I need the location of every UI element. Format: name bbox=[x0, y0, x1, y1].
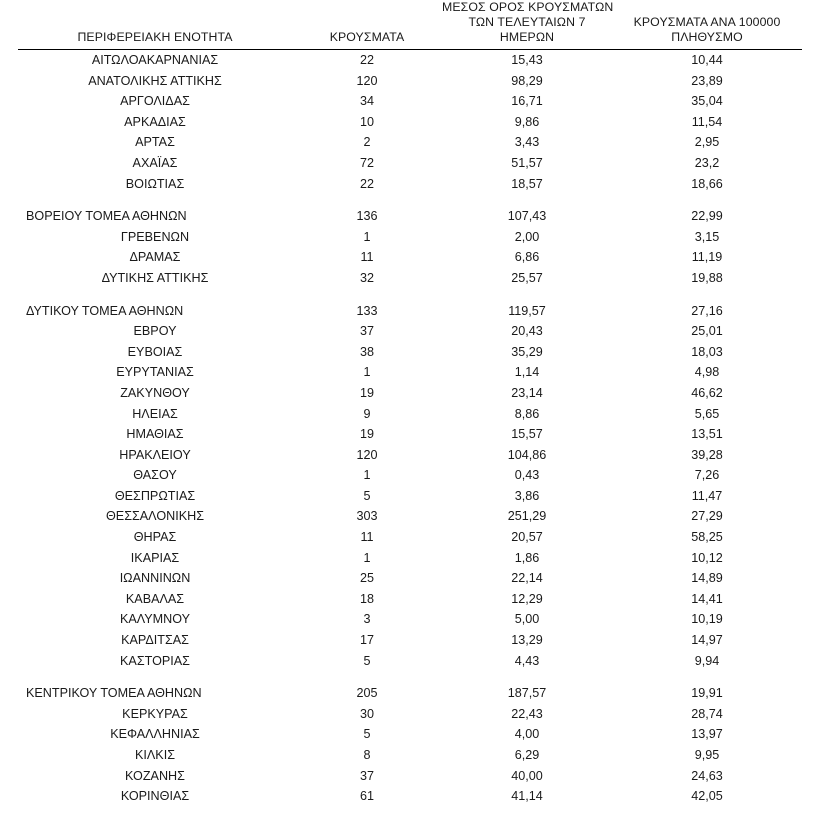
column-header-avg7-lines bbox=[442, 0, 612, 45]
cell-per100k: 10,12 bbox=[691, 550, 723, 565]
cell-region: ΙΩΑΝΝΙΝΩΝ bbox=[119, 571, 191, 586]
cell-avg7: 6,86 bbox=[514, 250, 540, 265]
cell-per100k: 23,2 bbox=[694, 155, 720, 170]
cell-avg7: 15,43 bbox=[511, 53, 543, 67]
header-line: ΚΡΟΥΣΜΑΤΑ ΑΝΑ 100000 bbox=[633, 15, 781, 29]
cell-cases: 72 bbox=[359, 155, 374, 170]
cell-avg7: 16,71 bbox=[511, 94, 543, 109]
cell-cases: 37 bbox=[359, 768, 374, 783]
cell-per100k: 4,98 bbox=[694, 365, 720, 380]
table-row bbox=[18, 589, 802, 610]
cell-cases: 34 bbox=[359, 94, 374, 109]
cell-per100k: 42,05 bbox=[691, 789, 723, 804]
cell-cases: 1 bbox=[363, 468, 371, 483]
table-row bbox=[18, 424, 802, 445]
cell-cases: 136 bbox=[356, 209, 378, 224]
cell-region: ΑΡΓΟΛΙΔΑΣ bbox=[120, 94, 190, 109]
spacer-cell bbox=[18, 194, 802, 206]
table-row bbox=[18, 91, 802, 112]
cell-cases: 61 bbox=[359, 789, 374, 804]
cell-avg7: 22,43 bbox=[511, 706, 543, 721]
cell-region: ΙΚΑΡΙΑΣ bbox=[130, 550, 180, 565]
table-row bbox=[18, 404, 802, 425]
cell-cases: 11 bbox=[360, 250, 374, 265]
table-row bbox=[18, 486, 802, 507]
header-line: ΠΛΗΘΥΣΜΟ bbox=[671, 30, 743, 44]
cell-cases: 19 bbox=[359, 427, 374, 442]
cell-avg7: 1,86 bbox=[514, 550, 540, 565]
cell-avg7: 3,43 bbox=[514, 135, 540, 150]
cell-avg7: 13,29 bbox=[511, 633, 543, 648]
cell-per100k: 28,74 bbox=[691, 706, 723, 721]
cell-cases: 18 bbox=[359, 591, 374, 606]
cell-cases: 303 bbox=[356, 509, 378, 524]
cell-avg7: 9,86 bbox=[514, 114, 540, 129]
table-row bbox=[18, 745, 802, 766]
table-row bbox=[18, 342, 802, 363]
cell-per100k: 14,41 bbox=[691, 591, 723, 606]
header-line: ΗΜΕΡΩΝ bbox=[499, 30, 555, 44]
cell-cases: 1 bbox=[363, 365, 371, 380]
table-row bbox=[18, 301, 802, 322]
cell-region: ΗΜΑΘΙΑΣ bbox=[126, 427, 184, 442]
cell-region: ΔΥΤΙΚΟΥ ΤΟΜΕΑ ΑΘΗΝΩΝ bbox=[26, 303, 184, 318]
cell-cases: 5 bbox=[363, 727, 371, 742]
cell-per100k: 46,62 bbox=[691, 385, 723, 400]
cell-cases: 38 bbox=[359, 344, 374, 359]
cell-cases: 10 bbox=[359, 114, 374, 129]
table-row bbox=[18, 174, 802, 195]
cell-per100k: 10,44 bbox=[691, 53, 723, 67]
cell-per100k: 14,97 bbox=[691, 633, 723, 648]
cell-avg7: 3,86 bbox=[514, 488, 540, 503]
cell-avg7: 0,43 bbox=[514, 468, 540, 483]
cell-region: ΕΥΒΟΙΑΣ bbox=[127, 344, 183, 359]
cell-cases: 2 bbox=[363, 135, 371, 150]
cell-region: ΑΡΚΑΔΙΑΣ bbox=[124, 114, 186, 129]
cell-avg7: 25,57 bbox=[511, 270, 543, 285]
table-body bbox=[18, 50, 802, 807]
cell-cases: 3 bbox=[363, 612, 371, 627]
cell-cases: 37 bbox=[359, 324, 374, 339]
cell-per100k: 18,66 bbox=[691, 176, 723, 191]
spacer-cell bbox=[18, 671, 802, 683]
column-header-region bbox=[18, 0, 292, 47]
cell-region: ΚΟΡΙΝΘΙΑΣ bbox=[120, 789, 190, 804]
column-header-avg7 bbox=[442, 0, 612, 47]
table-header bbox=[18, 0, 802, 50]
table-row-spacer bbox=[18, 289, 802, 301]
cell-cases: 11 bbox=[360, 530, 374, 545]
cell-per100k: 58,25 bbox=[691, 530, 723, 545]
cell-cases: 1 bbox=[363, 550, 371, 565]
cell-per100k: 14,89 bbox=[691, 571, 723, 586]
cell-avg7: 98,29 bbox=[511, 73, 543, 88]
cell-avg7: 22,14 bbox=[511, 571, 543, 586]
table-row bbox=[18, 153, 802, 174]
table-row bbox=[18, 465, 802, 486]
cell-cases: 17 bbox=[359, 633, 374, 648]
table-row bbox=[18, 206, 802, 227]
table-row bbox=[18, 568, 802, 589]
cell-avg7: 35,29 bbox=[511, 344, 543, 359]
column-header-cases-lines bbox=[292, 30, 442, 45]
header-line: ΜΕΣΟΣ ΟΡΟΣ ΚΡΟΥΣΜΑΤΩΝ bbox=[442, 0, 614, 14]
cell-avg7: 12,29 bbox=[511, 591, 543, 606]
cell-avg7: 4,00 bbox=[514, 727, 540, 742]
cell-region: ΑΡΤΑΣ bbox=[135, 135, 175, 150]
cell-per100k: 27,16 bbox=[691, 303, 723, 318]
cell-per100k: 19,88 bbox=[691, 270, 723, 285]
table-row bbox=[18, 527, 802, 548]
cell-per100k: 2,95 bbox=[694, 135, 720, 150]
cell-per100k: 5,65 bbox=[694, 406, 720, 421]
cell-per100k: 13,51 bbox=[691, 427, 723, 442]
cell-per100k: 7,26 bbox=[694, 468, 720, 483]
cell-cases: 25 bbox=[359, 571, 374, 586]
cell-region: ΑΧΑΪΑΣ bbox=[132, 155, 178, 170]
cell-region: ΚΑΛΥΜΝΟΥ bbox=[119, 612, 191, 627]
table-row bbox=[18, 50, 802, 71]
cell-region: ΘΕΣΣΑΛΟΝΙΚΗΣ bbox=[106, 509, 204, 524]
table-row bbox=[18, 112, 802, 133]
cell-region: ΔΥΤΙΚΗΣ ΑΤΤΙΚΗΣ bbox=[101, 270, 209, 285]
cell-region: ΚΑΒΑΛΑΣ bbox=[125, 591, 185, 606]
cell-cases: 205 bbox=[356, 686, 378, 701]
cell-region: ΚΕΦΑΛΛΗΝΙΑΣ bbox=[110, 727, 200, 742]
cell-avg7: 5,00 bbox=[514, 612, 540, 627]
table-row bbox=[18, 71, 802, 92]
table-row bbox=[18, 132, 802, 153]
cell-region: ΘΕΣΠΡΩΤΙΑΣ bbox=[114, 488, 196, 503]
table-row bbox=[18, 362, 802, 383]
cell-cases: 120 bbox=[356, 73, 378, 88]
cell-region: ΘΗΡΑΣ bbox=[133, 530, 177, 545]
cell-region: ΖΑΚΥΝΘΟΥ bbox=[120, 385, 190, 400]
table-row bbox=[18, 766, 802, 787]
table-row-spacer bbox=[18, 671, 802, 683]
cell-avg7: 187,57 bbox=[507, 686, 547, 701]
table-row bbox=[18, 786, 802, 807]
header-line: ΚΡΟΥΣΜΑΤΑ bbox=[329, 30, 405, 44]
cell-region: ΘΑΣΟΥ bbox=[133, 468, 177, 483]
cell-per100k: 18,03 bbox=[691, 344, 723, 359]
cell-region: ΑΝΑΤΟΛΙΚΗΣ ΑΤΤΙΚΗΣ bbox=[88, 73, 222, 88]
cell-avg7: 18,57 bbox=[511, 176, 543, 191]
cell-per100k: 27,29 bbox=[691, 509, 723, 524]
header-row bbox=[18, 0, 802, 47]
cell-per100k: 19,91 bbox=[691, 686, 723, 701]
column-header-region-lines bbox=[18, 30, 292, 45]
cell-cases: 30 bbox=[359, 706, 374, 721]
cell-per100k: 11,54 bbox=[691, 114, 723, 129]
cell-per100k: 22,99 bbox=[691, 209, 723, 224]
cell-cases: 8 bbox=[363, 748, 371, 762]
cell-avg7: 23,14 bbox=[511, 385, 543, 400]
cell-avg7: 15,57 bbox=[511, 427, 543, 442]
table-row bbox=[18, 506, 802, 527]
cell-cases: 9 bbox=[363, 406, 371, 421]
cell-avg7: 4,43 bbox=[514, 653, 540, 668]
table-row bbox=[18, 651, 802, 672]
cell-region: ΒΟΙΩΤΙΑΣ bbox=[125, 176, 185, 191]
cell-region: ΔΡΑΜΑΣ bbox=[129, 250, 181, 265]
cell-avg7: 2,00 bbox=[514, 229, 540, 244]
cell-per100k: 11,47 bbox=[691, 488, 723, 503]
cell-region: ΚΕΡΚΥΡΑΣ bbox=[122, 706, 188, 721]
cell-per100k: 3,15 bbox=[694, 229, 720, 244]
cell-cases: 22 bbox=[359, 53, 374, 67]
header-line: ΠΕΡΙΦΕΡΕΙΑΚΗ ΕΝΟΤΗΤΑ bbox=[77, 30, 233, 44]
regional-cases-table bbox=[18, 0, 802, 807]
cell-avg7: 1,14 bbox=[514, 365, 540, 380]
cell-per100k: 23,89 bbox=[691, 73, 723, 88]
header-line: ΤΩΝ ΤΕΛΕΥΤΑΙΩΝ 7 bbox=[468, 15, 586, 29]
cell-per100k: 10,19 bbox=[691, 612, 723, 627]
cell-region: ΗΛΕΙΑΣ bbox=[132, 406, 178, 421]
cell-avg7: 107,43 bbox=[507, 209, 547, 224]
cell-region: ΚΟΖΑΝΗΣ bbox=[125, 768, 185, 783]
cell-cases: 5 bbox=[363, 488, 371, 503]
cell-cases: 19 bbox=[359, 385, 374, 400]
cell-per100k: 9,95 bbox=[694, 748, 720, 762]
cell-region: ΚΑΣΤΟΡΙΑΣ bbox=[120, 653, 190, 668]
table-row bbox=[18, 321, 802, 342]
table-row bbox=[18, 630, 802, 651]
cell-avg7: 119,57 bbox=[508, 303, 546, 318]
cell-cases: 1 bbox=[363, 229, 371, 244]
table-row bbox=[18, 724, 802, 745]
table-row bbox=[18, 247, 802, 268]
cell-per100k: 24,63 bbox=[691, 768, 723, 783]
cell-region: ΕΥΡΥΤΑΝΙΑΣ bbox=[116, 365, 194, 380]
cell-avg7: 20,43 bbox=[511, 324, 543, 339]
cell-per100k: 25,01 bbox=[691, 324, 723, 339]
table-row-spacer bbox=[18, 194, 802, 206]
cell-avg7: 51,57 bbox=[511, 155, 543, 170]
cell-region: ΓΡΕΒΕΝΩΝ bbox=[120, 229, 190, 244]
table-row bbox=[18, 445, 802, 466]
cell-region: ΑΙΤΩΛΟΑΚΑΡΝΑΝΙΑΣ bbox=[91, 53, 219, 67]
table-row bbox=[18, 609, 802, 630]
cell-avg7: 6,29 bbox=[514, 748, 540, 762]
cell-region: ΚΑΡΔΙΤΣΑΣ bbox=[121, 633, 189, 648]
cell-avg7: 8,86 bbox=[514, 406, 540, 421]
cell-avg7: 251,29 bbox=[507, 509, 547, 524]
column-header-per100k bbox=[612, 0, 802, 47]
table-row bbox=[18, 227, 802, 248]
cell-cases: 5 bbox=[363, 653, 371, 668]
cell-region: ΕΒΡΟΥ bbox=[133, 324, 177, 339]
cell-cases: 32 bbox=[359, 270, 374, 285]
cell-per100k: 39,28 bbox=[691, 447, 723, 462]
cell-per100k: 35,04 bbox=[691, 94, 723, 109]
cell-avg7: 41,14 bbox=[511, 789, 543, 804]
column-header-cases bbox=[292, 0, 442, 47]
cell-per100k: 13,97 bbox=[691, 727, 723, 742]
table-row bbox=[18, 548, 802, 569]
cell-cases: 22 bbox=[359, 176, 374, 191]
table-row bbox=[18, 268, 802, 289]
cell-region: ΒΟΡΕΙΟΥ ΤΟΜΕΑ ΑΘΗΝΩΝ bbox=[26, 209, 187, 224]
table-row bbox=[18, 704, 802, 725]
cell-avg7: 104,86 bbox=[507, 447, 547, 462]
table-row bbox=[18, 383, 802, 404]
cell-avg7: 40,00 bbox=[511, 768, 543, 783]
column-header-per100k-lines bbox=[612, 15, 802, 45]
cell-avg7: 20,57 bbox=[511, 530, 543, 545]
cell-per100k: 11,19 bbox=[691, 250, 723, 265]
cell-per100k: 9,94 bbox=[694, 653, 720, 668]
cell-region: ΗΡΑΚΛΕΙΟΥ bbox=[119, 447, 191, 462]
cell-cases: 133 bbox=[356, 303, 378, 318]
cell-region: ΚΙΛΚΙΣ bbox=[135, 748, 175, 762]
table-row bbox=[18, 683, 802, 704]
cell-region: ΚΕΝΤΡΙΚΟΥ ΤΟΜΕΑ ΑΘΗΝΩΝ bbox=[26, 686, 202, 701]
spacer-cell bbox=[18, 289, 802, 301]
cell-cases: 120 bbox=[356, 447, 378, 462]
